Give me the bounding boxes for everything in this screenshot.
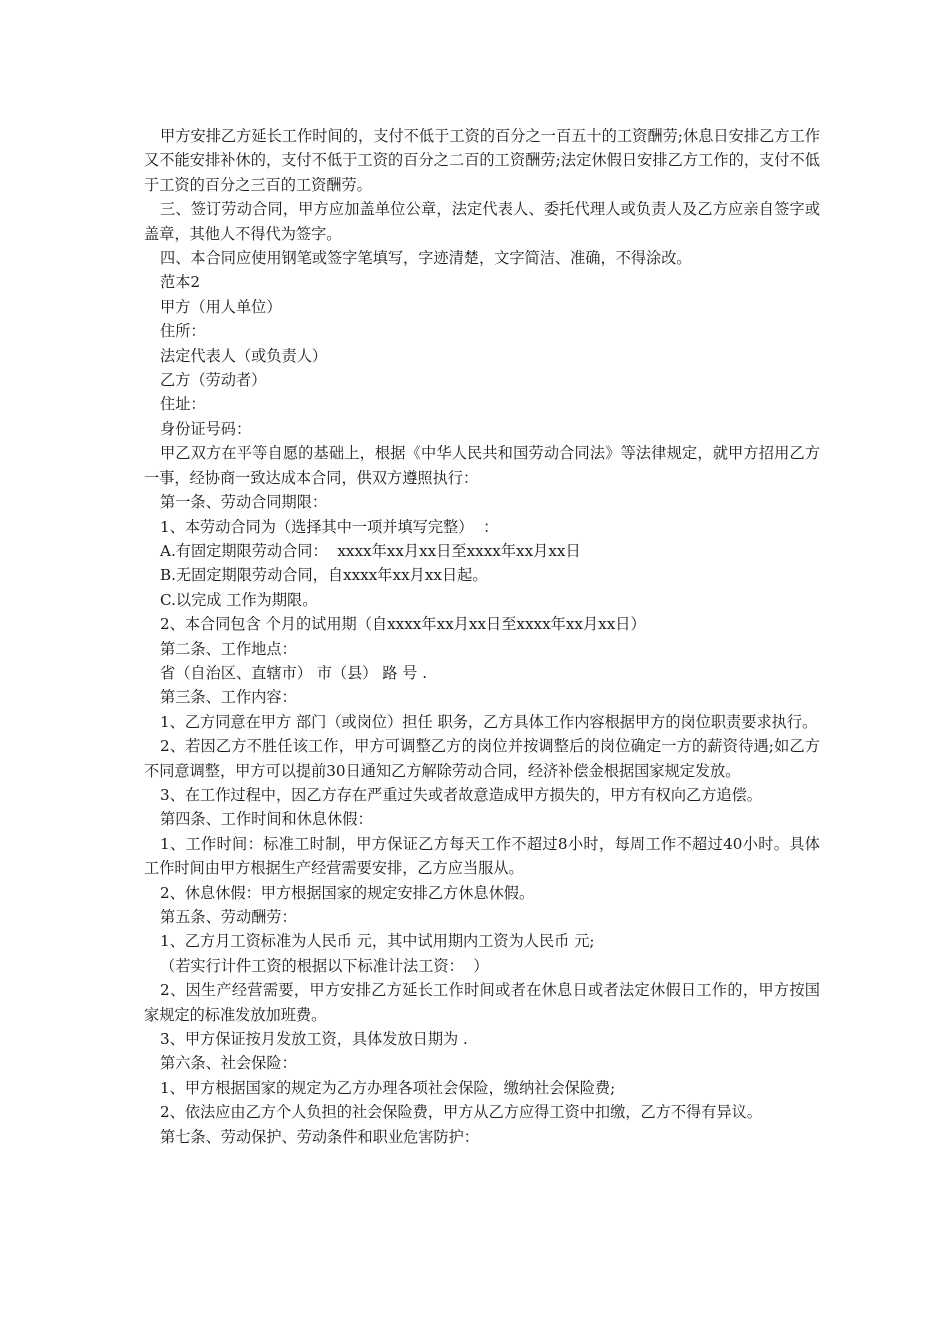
paragraph: 1、甲方根据国家的规定为乙方办理各项社会保险，缴纳社会保险费;: [160, 1078, 616, 1097]
paragraph: 甲方安排乙方延长工作时间的，支付不低于工资的百分之一百五十的工资酬劳;休息日安排乙方工作又不能安排补休的，支付不低于工资的百分之二百的工资酬劳;法定休假日安排乙方工作的，支付不低于工资的百分之三百的工资酬劳。: [144, 127, 820, 194]
article-heading: 第六条、社会保险：: [160, 1054, 297, 1073]
paragraph: 住址：: [160, 395, 206, 414]
article-heading: 第一条、劳动合同期限：: [160, 493, 328, 512]
paragraph: 3、甲方保证按月发放工资，具体发放日期为 .: [160, 1030, 468, 1049]
paragraph: 3、在工作过程中，因乙方存在严重过失或者故意造成甲方损失的，甲方有权向乙方追偿。: [160, 785, 762, 804]
paragraph: 1、乙方月工资标准为人民币 元，其中试用期内工资为人民币 元;: [160, 932, 595, 951]
paragraph: 2、若因乙方不胜任该工作，甲方可调整乙方的岗位并按调整后的岗位确定一方的薪资待遇;如乙方不同意调整，甲方可以提前30日通知乙方解除劳动合同，经济补偿金根据国家规定发放。: [144, 737, 820, 780]
article-heading: 第七条、劳动保护、劳动条件和职业危害防护：: [160, 1127, 479, 1146]
paragraph: 三、签订劳动合同，甲方应加盖单位公章，法定代表人、委托代理人或负责人及乙方应亲自签字或盖章，其他人不得代为签字。: [144, 200, 820, 243]
paragraph: 省（自治区、直辖市） 市（县） 路 号 .: [160, 663, 428, 682]
paragraph: 四、本合同应使用钢笔或签字笔填写，字迹清楚，文字简洁、准确，不得涂改。: [160, 249, 692, 268]
paragraph: （若实行计件工资的根据以下标准计法工资： ）: [160, 956, 489, 975]
paragraph: C.以完成 工作为期限。: [160, 590, 318, 609]
paragraph: A.有固定期限劳动合同： xxxx年xx月xx日至xxxx年xx月xx日: [160, 541, 581, 560]
paragraph: B.无固定期限劳动合同，自xxxx年xx月xx日起。: [160, 566, 488, 585]
paragraph: 住所：: [160, 322, 206, 341]
paragraph: 乙方（劳动者）: [160, 371, 267, 390]
document-page: [144, 124, 820, 1149]
article-heading: 第二条、工作地点：: [160, 639, 297, 658]
article-heading: 第五条、劳动酬劳：: [160, 908, 297, 926]
paragraph: 1、工作时间：标准工时制，甲方保证乙方每天工作不超过8小时，每周工作不超过40小时。具体工作时间由甲方根据生产经营需要安排，乙方应当服从。: [144, 834, 820, 878]
article-heading: 第四条、工作时间和休息休假：: [160, 810, 373, 829]
paragraph: 2、依法应由乙方个人负担的社会保险费，甲方从乙方应得工资中扣缴，乙方不得有异议。: [160, 1103, 762, 1122]
paragraph: 1、本劳动合同为（选择其中一项并填写完整） ：: [160, 517, 499, 536]
paragraph: 1、乙方同意在甲方 部门（或岗位）担任 职务，乙方具体工作内容根据甲方的岗位职责要求执行。: [160, 712, 818, 731]
paragraph: 甲方（用人单位）: [160, 297, 282, 316]
paragraph: 法定代表人（或负责人）: [160, 346, 328, 365]
article-heading: 第三条、工作内容：: [160, 688, 297, 707]
section-title: 范本2: [160, 273, 201, 292]
paragraph: 2、本合同包含 个月的试用期（自xxxx年xx月xx日至xxxx年xx月xx日）: [160, 615, 646, 634]
paragraph: 2、休息休假：甲方根据国家的规定安排乙方休息休假。: [160, 883, 535, 902]
paragraph: 身份证号码：: [160, 419, 252, 438]
paragraph: 甲乙双方在平等自愿的基础上，根据《中华人民共和国劳动合同法》等法律规定，就甲方招用乙方一事，经协商一致达成本合同，供双方遵照执行：: [144, 444, 820, 487]
paragraph: 2、因生产经营需要，甲方安排乙方延长工作时间或者在休息日或者法定休假日工作的，甲方按国家规定的标准发放加班费。: [144, 981, 820, 1024]
